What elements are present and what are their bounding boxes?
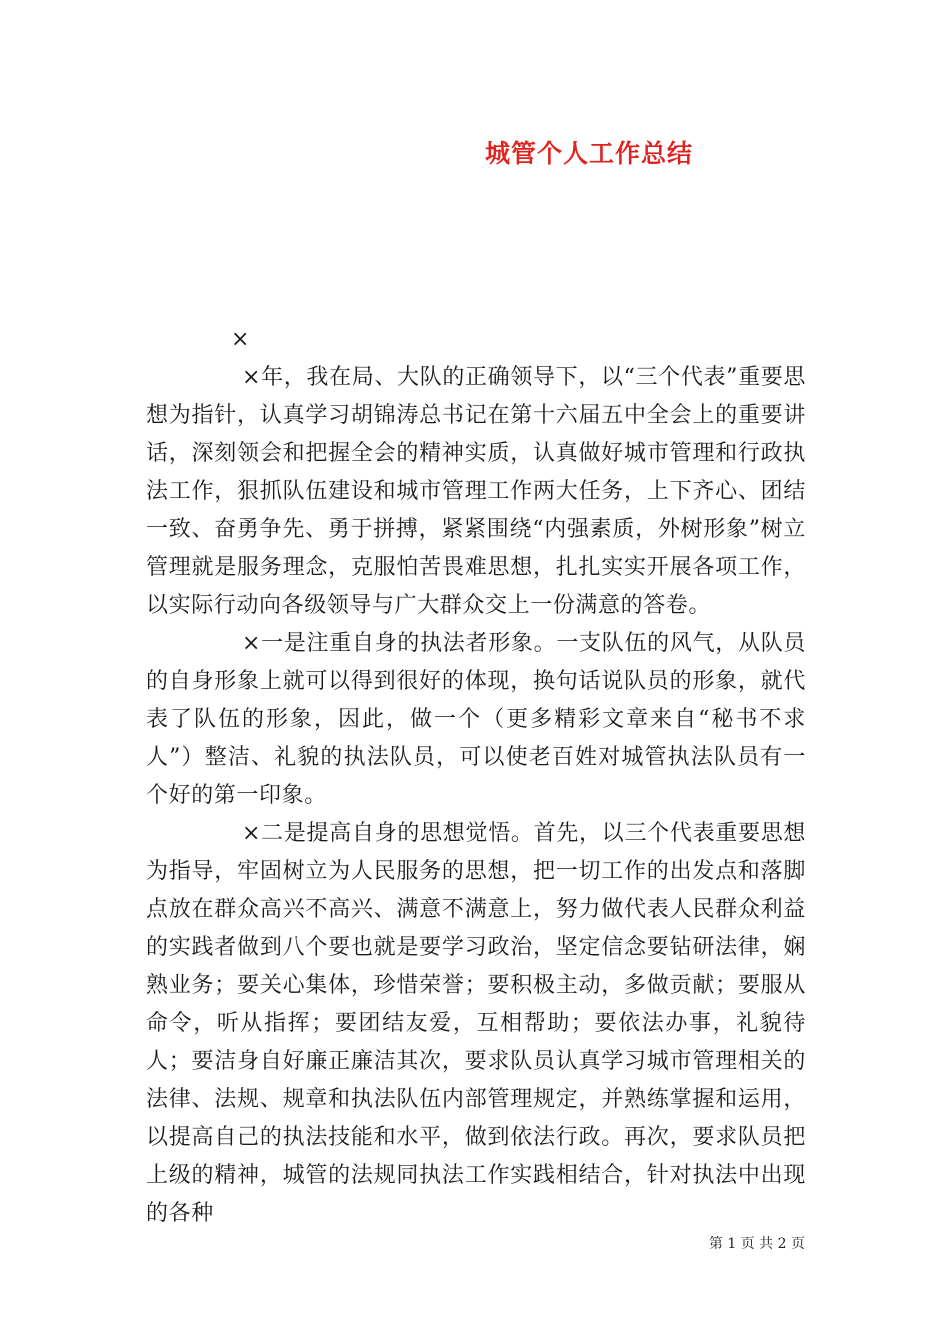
document-title: 城管个人工作总结 <box>484 139 693 168</box>
paragraph-3: ×二是提高自身的思想觉悟。首先，以三个代表重要思想为指导，牢固树立为人民服务的思想，把一切工作的出发点和落脚点放在群众高兴不高兴、满意不满意上，努力做代表人民群众利益的实践者做到八个要也就是要学习政治，坚定信念要钻研法律，娴熟业务；要关心集体，珍惜荣誉；要积极主动，多做贡献；要服从命令，听从指挥；要团结友爱，互相帮助；要依法办事，礼貌待人；要洁身自好廉正廉洁其次，要求队员认真学习城市管理相关的法律、法规、规章和执法队伍内部管理规定，并熟练掌握和运用，以提高自己的执法技能和水平，做到依法行政。再次，要求队员把上级的精神，城管的法规同执法工作实践相结合，针对执法中出现的各种 <box>146 821 806 1226</box>
paragraph-2: ×一是注重自身的执法者形象。一支队伍的风气，从队员的自身形象上就可以得到很好的体现，换句话说队员的形象，就代表了队伍的形象，因此，做一个（更多精彩文章来自“秘书不求人”）整洁、礼貌的执法队员，可以使老百姓对城管执法队员有一个好的第一印象。 <box>146 631 806 808</box>
title-area <box>0 0 950 200</box>
paragraph-1: ×年，我在局、大队的正确领导下，以“三个代表”重要思想为指针，认真学习胡锦涛总书记在第十六届五中全会上的重要讲话，深刻领会和把握全会的精神实质，认真做好城市管理和行政执法工作，狠抓队伍建设和城市管理工作两大任务，上下齐心、团结一致、奋勇争先、勇于拼搏，紧紧围绕“内强素质，外树形象”树立管理就是服务理念，克服怕苦畏难思想，扎扎实实开展各项工作，以实际行动向各级领导与广大群众交上一份满意的答卷。 <box>146 365 806 618</box>
page-number: 第 1 页 共 2 页 <box>708 1236 805 1252</box>
document-body <box>146 359 806 1233</box>
cross-mark: × <box>231 327 250 352</box>
